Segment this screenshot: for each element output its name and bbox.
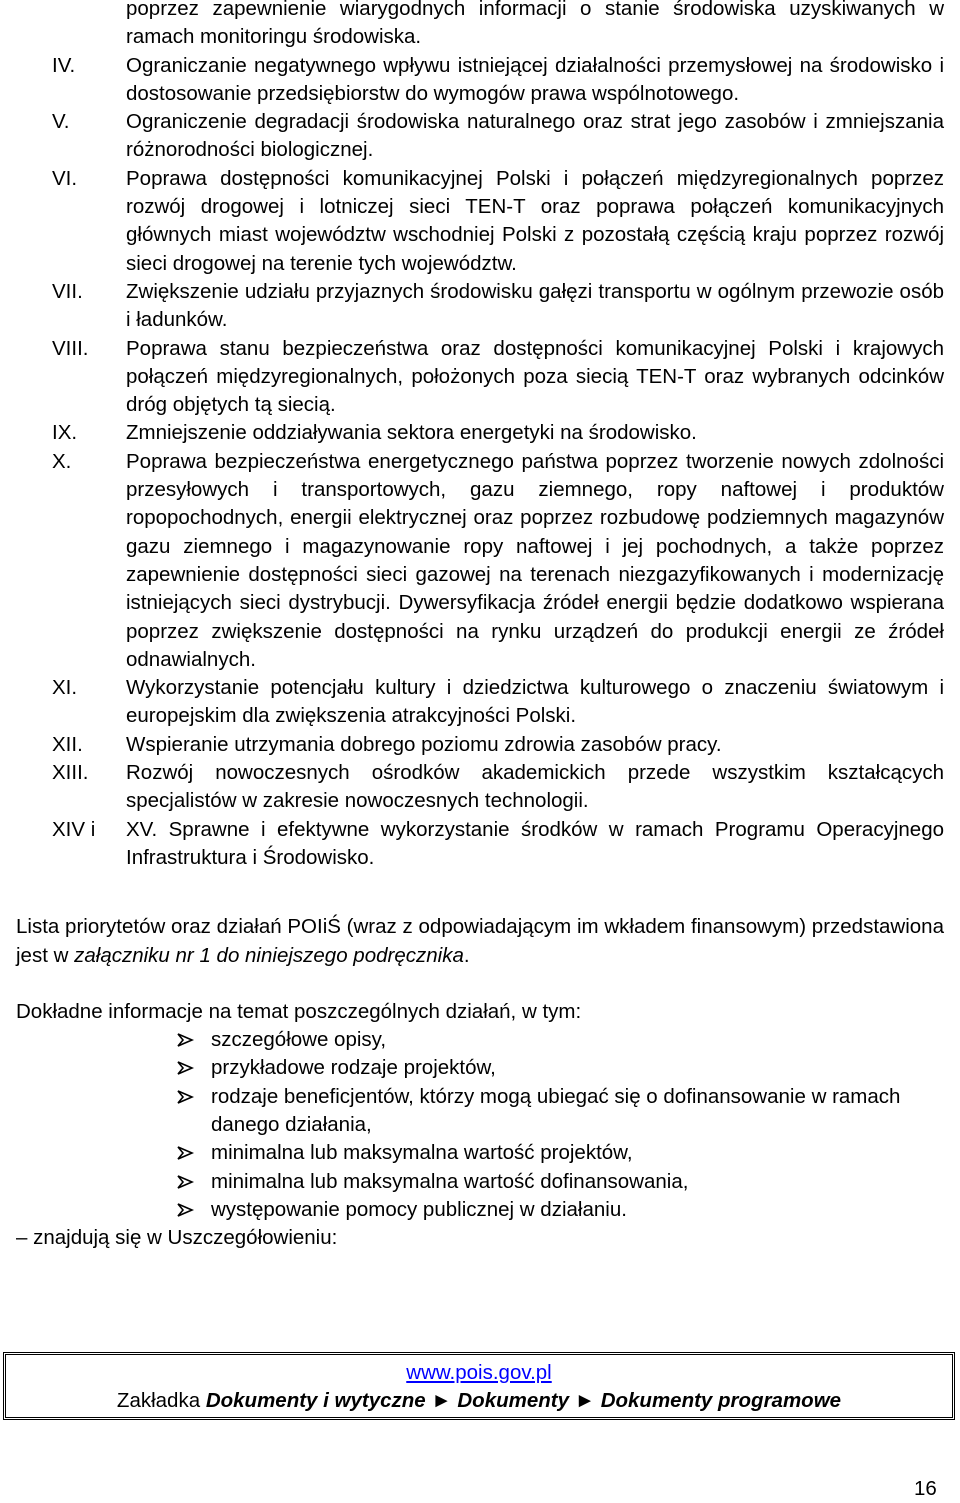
list-item: minimalna lub maksymalna wartość projektów, [16,1139,944,1167]
list-number: IX. [52,421,78,445]
list-number: VII. [52,279,83,303]
list-item [16,108,944,165]
list-item: szczegółowe opisy, [16,1026,944,1054]
arrow-bullet-icon [176,1060,196,1076]
list-text: XV. Sprawne i efektywne wykorzystanie środków w ramach Programu Operacyjnego Infrastruktura i Środowisko. [126,817,944,869]
list-item [16,419,944,447]
list-text: Poprawa dostępności komunikacyjnej Polski i połączeń międzyregionalnych poprzez rozwój drogowej i lotniczej sieci TEN-T oraz poprawa połączeń komunikacyjnych głównych miast województw wschodniej Polski z pozostałą częścią kraju poprzez rozwój sieci drogowej na terenie tych województw. [126,166,944,275]
document-page [16,0,944,1252]
details-intro: Dokładne informacje na temat poszczególnych działań, w tym: [16,999,582,1023]
list-text: Ograniczanie negatywnego wpływu istniejącej działalności przemysłowej na środowisko i dostosowanie przedsiębiorstw do wymogów prawa wspólnotowego. [126,53,944,105]
pois-link[interactable]: www.pois.gov.pl [406,1361,552,1384]
list-item [16,52,944,109]
list-text: poprzez zapewnienie wiarygodnych informacji o stanie środowiska uzyskiwanych w ramach monitoringu środowiska. [126,0,944,49]
list-text: Wspieranie utrzymania dobrego poziomu zdrowia zasobów pracy. [126,732,722,756]
details-list [16,1026,944,1224]
arrow-bullet-icon [176,1174,196,1190]
list-number: V. [52,110,70,134]
list-item [16,335,944,420]
list-number: XIV i [52,817,96,841]
list-item [16,165,944,278]
list-item [16,759,944,816]
list-item [16,674,944,731]
list-item: przykładowe rodzaje projektów, [16,1054,944,1082]
list-text: Zwiększenie udziału przyjaznych środowisku gałęzi transportu w ogólnym przewozie osób i ładunków. [126,279,944,332]
priorities-paragraph: Lista priorytetów oraz działań POIiŚ (wraz z odpowiadającym im wkładem finansowym) przedstawiona jest w załączniku nr 1 do niniejszego podręcznika. [16,915,944,967]
reference-box [3,1352,955,1420]
list-item [16,0,944,52]
list-number: IV. [52,53,76,77]
list-text: Poprawa stanu bezpieczeństwa oraz dostępności komunikacyjnej Polski i krajowych połączeń międzyregionalnych, położonych poza siecią TEN-T oraz wybranych odcinków dróg objętych tą siecią. [126,336,944,417]
list-item: minimalna lub maksymalna wartość dofinansowania, [16,1168,944,1196]
list-text: Ograniczenie degradacji środowiska naturalnego oraz strat jego zasobów i zmniejszania różnorodności biologicznej. [126,110,944,162]
list-number: VIII. [52,336,89,360]
list-text: Rozwój nowoczesnych ośrodków akademickich przede wszystkim kształcących specjalistów w zakresie nowoczesnych technologii. [126,761,944,813]
arrow-bullet-icon [176,1202,196,1218]
list-text: Wykorzystanie potencjału kultury i dziedzictwa kulturowego o znaczeniu światowym i europejskim dla zwiększenia atrakcyjności Polski. [126,676,944,728]
list-number: XII. [52,732,83,756]
arrow-bullet-icon [176,1145,196,1161]
list-number: XIII. [52,761,89,785]
closing-line: – znajdują się w Uszczegółowieniu: [16,1226,338,1250]
arrow-bullet-icon [176,1089,196,1105]
priority-list [16,0,944,872]
list-item [16,448,944,674]
list-item: rodzaje beneficjentów, którzy mogą ubiegać się o dofinansowanie w ramach danego działania, [16,1083,944,1140]
list-text: Zmniejszenie oddziaływania sektora energetyki na środowisko. [126,421,697,445]
list-number: XI. [52,676,78,700]
page-number: 16 [914,1477,937,1500]
list-item [16,816,944,873]
list-item: występowanie pomocy publicznej w działaniu. [16,1196,944,1224]
arrow-bullet-icon [176,1032,196,1048]
list-item [16,731,944,759]
list-text: Poprawa bezpieczeństwa energetycznego państwa poprzez tworzenie nowych zdolności przesyłowych i transportowych, gazu ziemnego, ropy naftowej i produktów ropopochodnych, energii elektrycznej oraz poprzez rozbudowę podziemnych magazynów gazu ziemnego i magazynowanie ropy naftowej i jej pochodnych, a także poprzez zapewnienie dostępności sieci gazowej na terenach niezgazyfikowanych i modernizację istniejących sieci dystrybucji. Dywersyfikacja źródeł energii będzie dodatkowo wspierana poprzez zwiększenie dostępności na rynku urządzeń do produkcji energii ze źródeł odnawialnych. [126,449,944,671]
list-number: VI. [52,166,78,190]
attachment-reference: załączniku nr 1 do niniejszego podręcznika [74,943,464,967]
list-item [16,278,944,335]
list-number: X. [52,449,72,473]
document-path: Zakładka Dokumenty i wytyczne ► Dokumenty ► Dokumenty programowe [116,1389,842,1412]
